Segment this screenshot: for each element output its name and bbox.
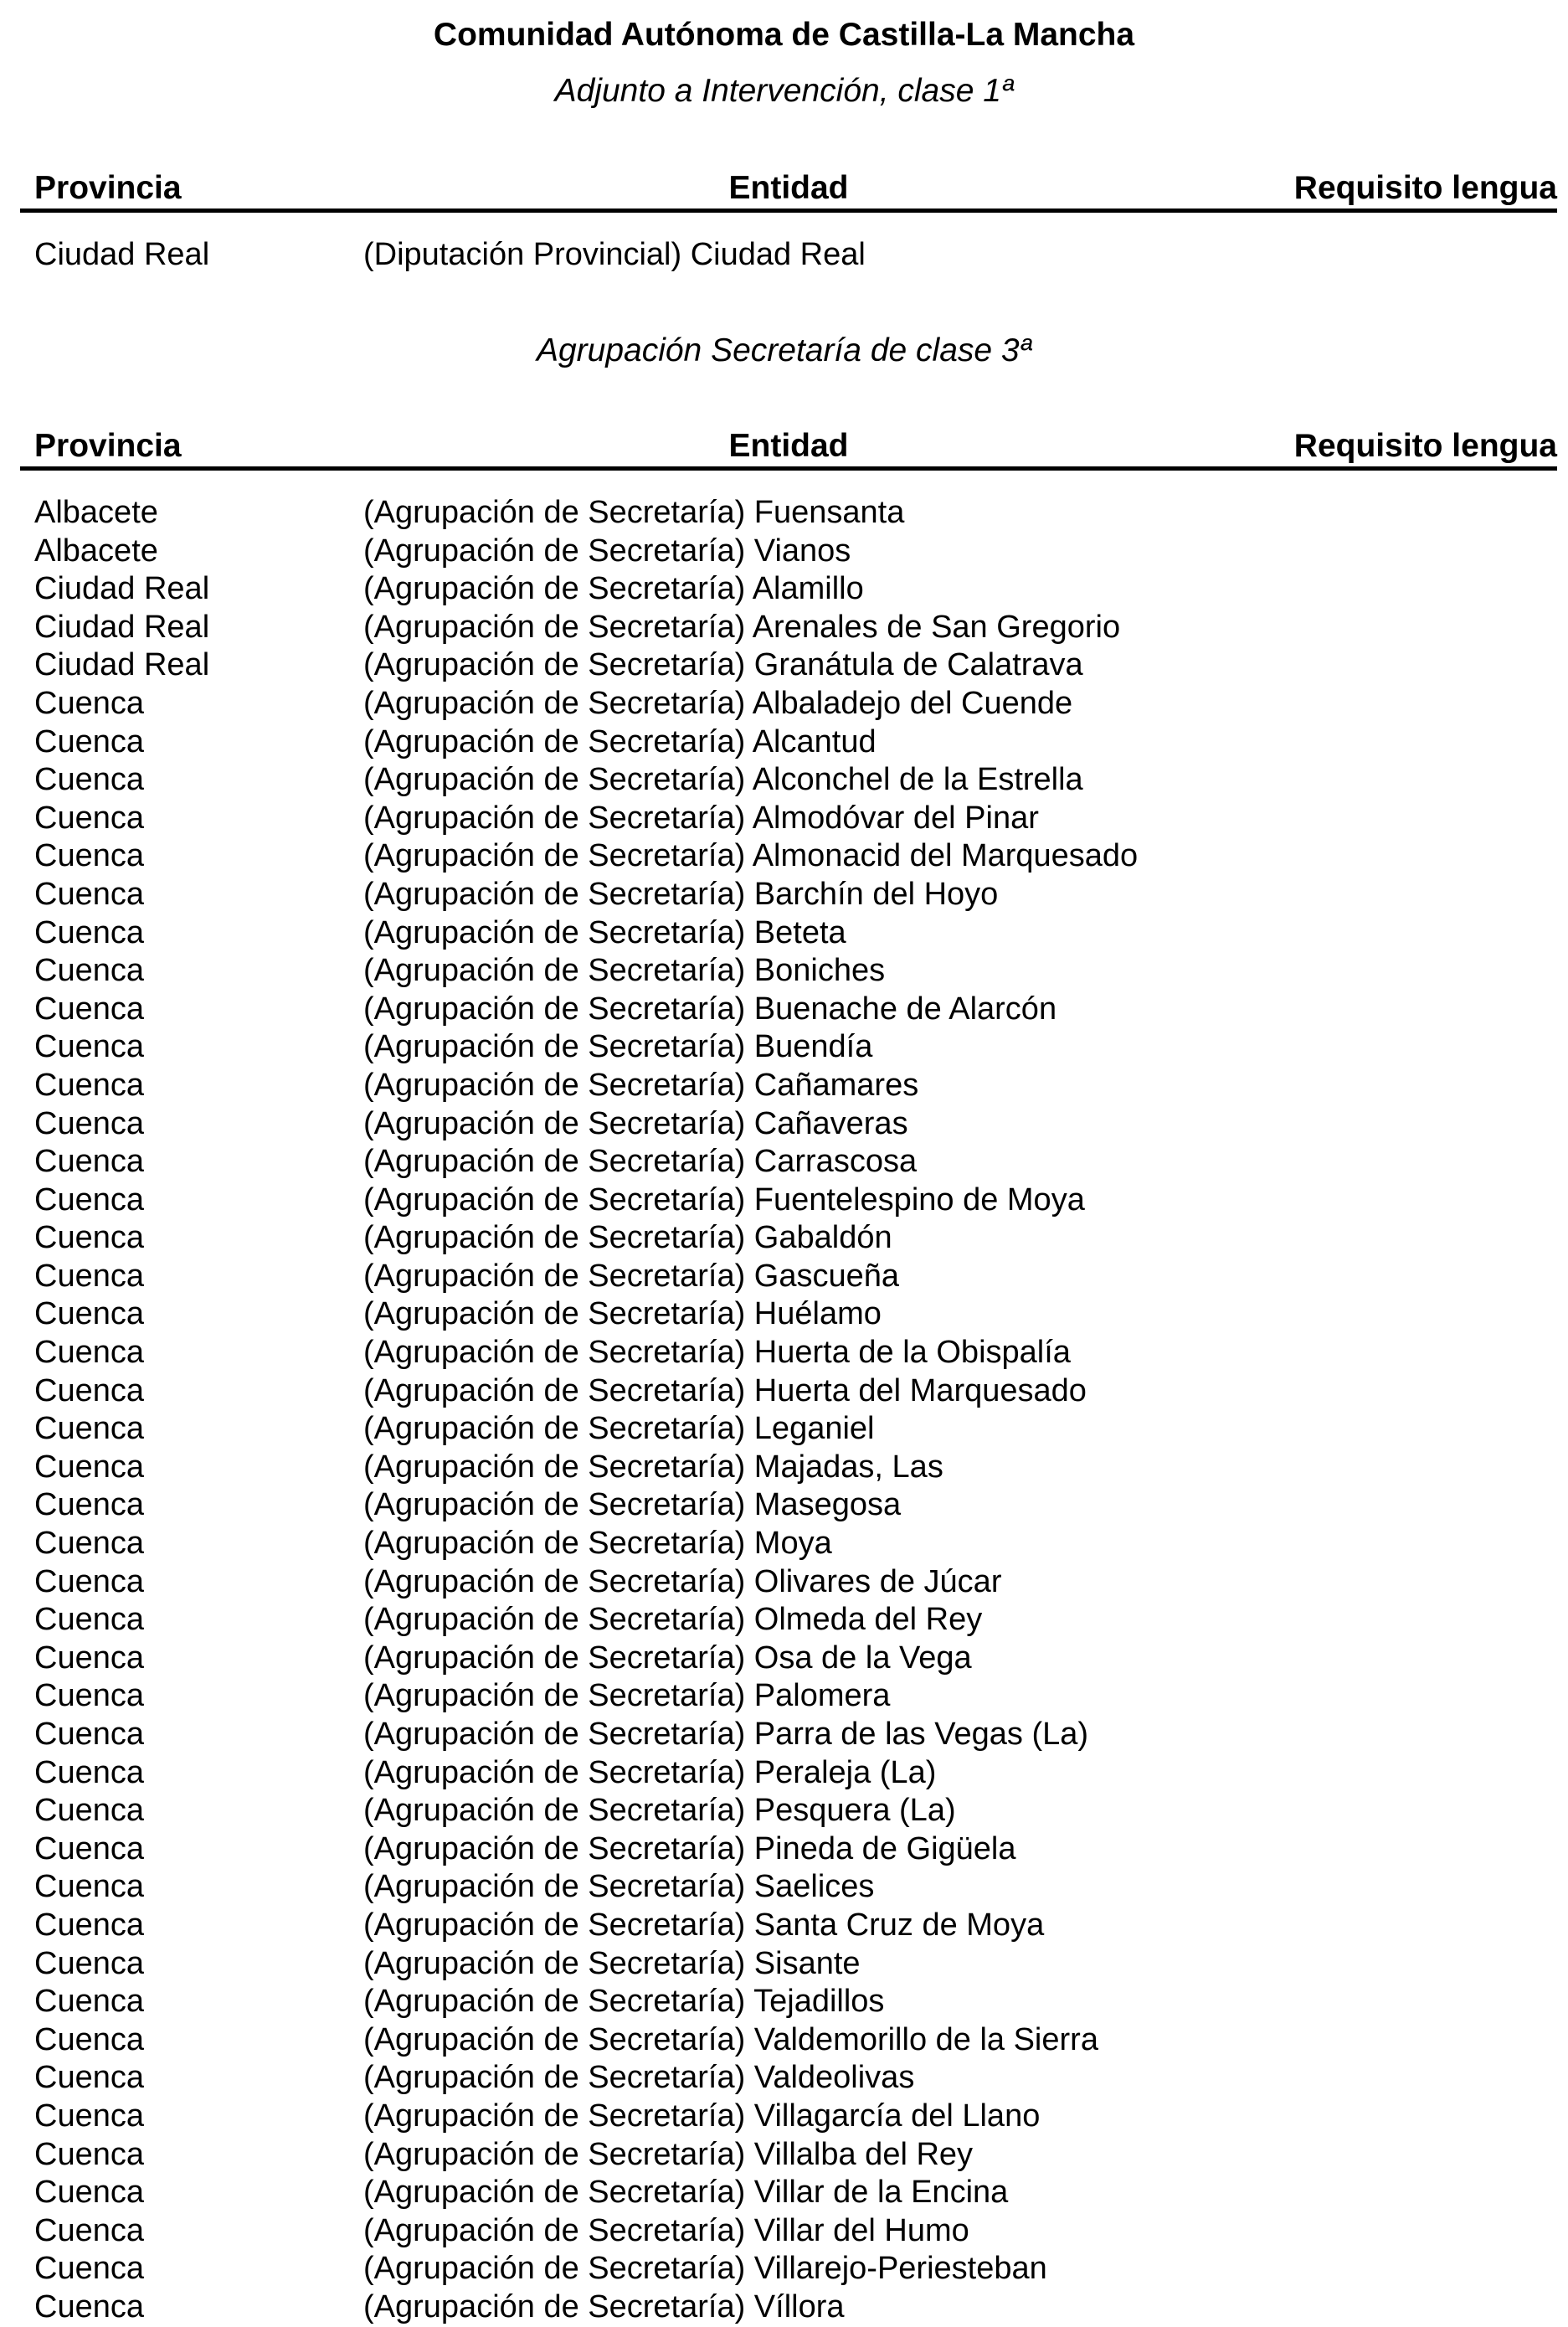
cell-provincia: Cuenca: [34, 953, 144, 989]
cell-provincia: Cuenca: [34, 2212, 144, 2248]
cell-entidad: (Agrupación de Secretaría) Huerta del Marquesado: [363, 1372, 1087, 1408]
cell-provincia: Cuenca: [34, 1411, 144, 1447]
cell-provincia: Cuenca: [34, 1487, 144, 1523]
cell-provincia: Cuenca: [34, 723, 144, 759]
cell-entidad: (Agrupación de Secretaría) Villar del Humo: [363, 2212, 969, 2248]
table-row: [34, 1830, 1541, 1869]
cell-provincia: Cuenca: [34, 1945, 144, 1981]
table-row: [34, 533, 1541, 571]
cell-entidad: (Agrupación de Secretaría) Fuentelespino de Moya: [363, 1182, 1085, 1218]
header-entidad: Entidad: [728, 170, 849, 206]
cell-entidad: (Agrupación de Secretaría) Cañamares: [363, 1067, 919, 1103]
cell-entidad: (Diputación Provincial) Ciudad Real: [363, 237, 866, 272]
cell-provincia: Ciudad Real: [34, 609, 210, 645]
table-row: [34, 1028, 1541, 1067]
table-row: [34, 1258, 1541, 1296]
cell-provincia: Cuenca: [34, 1144, 144, 1180]
table-row: [34, 1182, 1541, 1220]
cell-entidad: (Agrupación de Secretaría) Leganiel: [363, 1411, 875, 1447]
cell-provincia: Cuenca: [34, 1182, 144, 1218]
table-row: [34, 2174, 1541, 2212]
cell-entidad: (Agrupación de Secretaría) Boniches: [363, 953, 886, 989]
table-row: [34, 685, 1541, 723]
table-row: [34, 800, 1541, 838]
table-row: [34, 1601, 1541, 1640]
table-row: [34, 952, 1541, 991]
cell-provincia: Cuenca: [34, 914, 144, 950]
cell-entidad: (Agrupación de Secretaría) Huélamo: [363, 1296, 882, 1332]
cell-entidad: (Agrupación de Secretaría) Masegosa: [363, 1487, 902, 1523]
table-row: [34, 2250, 1541, 2288]
cell-entidad: (Agrupación de Secretaría) Fuensanta: [363, 495, 905, 530]
cell-entidad: (Agrupación de Secretaría) Olivares de Júcar: [363, 1563, 1002, 1599]
cell-entidad: (Agrupación de Secretaría) Beteta: [363, 914, 846, 950]
section-2-table-body: [34, 494, 1541, 2327]
cell-entidad: (Agrupación de Secretaría) Vianos: [363, 533, 851, 569]
table-row: [34, 2059, 1541, 2098]
table-row: [34, 761, 1541, 800]
table-row: [34, 2136, 1541, 2175]
cell-entidad: (Agrupación de Secretaría) Pineda de Gigüela: [363, 1830, 1016, 1866]
cell-entidad: (Agrupación de Secretaría) Saelices: [363, 1869, 875, 1905]
cell-provincia: Cuenca: [34, 1220, 144, 1256]
cell-entidad: (Agrupación de Secretaría) Valdeolivas: [363, 2060, 915, 2096]
cell-entidad: (Agrupación de Secretaría) Almodóvar del Pinar: [363, 800, 1039, 836]
cell-provincia: Cuenca: [34, 1984, 144, 2020]
cell-entidad: (Agrupación de Secretaría) Alcantud: [363, 723, 877, 759]
table-row: [34, 1945, 1541, 1984]
cell-entidad: (Agrupación de Secretaría) Sisante: [363, 1945, 861, 1981]
table-row: [34, 876, 1541, 914]
cell-provincia: Cuenca: [34, 1563, 144, 1599]
cell-provincia: Cuenca: [34, 2060, 144, 2096]
table-row: [34, 1983, 1541, 2021]
cell-entidad: (Agrupación de Secretaría) Albaladejo del Cuende: [363, 685, 1073, 721]
cell-provincia: Cuenca: [34, 876, 144, 912]
cell-provincia: Cuenca: [34, 991, 144, 1027]
cell-entidad: (Agrupación de Secretaría) Valdemorillo de la Sierra: [363, 2021, 1098, 2057]
cell-entidad: (Agrupación de Secretaría) Alamillo: [363, 571, 864, 607]
cell-provincia: Cuenca: [34, 2098, 144, 2134]
table-row: [34, 1067, 1541, 1105]
cell-entidad: (Agrupación de Secretaría) Buenache de Alarcón: [363, 991, 1057, 1027]
cell-provincia: Cuenca: [34, 1907, 144, 1943]
cell-provincia: Cuenca: [34, 800, 144, 836]
cell-provincia: Albacete: [34, 495, 158, 530]
header-requisito-lengua: Requisito lengua: [1293, 428, 1557, 464]
cell-entidad: (Agrupación de Secretaría) Santa Cruz de Moya: [363, 1907, 1045, 1943]
cell-provincia: Ciudad Real: [34, 237, 210, 272]
cell-provincia: Ciudad Real: [34, 571, 210, 607]
table-row: [34, 2098, 1541, 2136]
table-row: [34, 1372, 1541, 1411]
cell-entidad: (Agrupación de Secretaría) Villar de la Encina: [363, 2175, 1009, 2211]
table-row: [34, 1410, 1541, 1449]
table-row: [34, 1716, 1541, 1754]
table-row: [34, 1525, 1541, 1563]
cell-entidad: (Agrupación de Secretaría) Huerta de la Obispalía: [363, 1335, 1071, 1371]
cell-provincia: Cuenca: [34, 2136, 144, 2172]
cell-entidad: (Agrupación de Secretaría) Palomera: [363, 1678, 891, 1714]
cell-provincia: Cuenca: [34, 2288, 144, 2324]
cell-entidad: (Agrupación de Secretaría) Cañaveras: [363, 1105, 908, 1141]
cell-entidad: (Agrupación de Secretaría) Gabaldón: [363, 1220, 892, 1256]
table-row: [34, 236, 1541, 275]
cell-entidad: (Agrupación de Secretaría) Gascueña: [363, 1258, 900, 1294]
table-row: [34, 646, 1541, 685]
cell-entidad: (Agrupación de Secretaría) Alconchel de la Estrella: [363, 762, 1083, 798]
cell-provincia: Cuenca: [34, 1335, 144, 1371]
table-row: [34, 1143, 1541, 1182]
table-row: [34, 837, 1541, 876]
cell-entidad: (Agrupación de Secretaría) Villalba del Rey: [363, 2136, 974, 2172]
cell-entidad: (Agrupación de Secretaría) Arenales de San Gregorio: [363, 609, 1121, 645]
table-row: [34, 2288, 1541, 2327]
cell-provincia: Cuenca: [34, 1678, 144, 1714]
cell-entidad: (Agrupación de Secretaría) Almonacid del Marquesado: [363, 838, 1139, 874]
cell-entidad: (Agrupación de Secretaría) Peraleja (La): [363, 1754, 937, 1790]
cell-entidad: (Agrupación de Secretaría) Moya: [363, 1526, 832, 1562]
cell-provincia: Cuenca: [34, 1029, 144, 1065]
cell-entidad: (Agrupación de Secretaría) Pesquera (La): [363, 1793, 956, 1829]
table-row: [34, 1334, 1541, 1372]
table-row: [34, 914, 1541, 953]
cell-provincia: Cuenca: [34, 1754, 144, 1790]
document-title: Comunidad Autónoma de Castilla-La Mancha: [433, 17, 1135, 53]
cell-provincia: Cuenca: [34, 2021, 144, 2057]
table-row: [34, 570, 1541, 609]
table-row: [34, 1563, 1541, 1602]
cell-entidad: (Agrupación de Secretaría) Tejadillos: [363, 1984, 885, 2020]
section-2-title: Agrupación Secretaría de clase 3ª: [536, 332, 1032, 368]
header-provincia: Provincia: [34, 428, 182, 464]
cell-entidad: (Agrupación de Secretaría) Villarejo-Periesteban: [363, 2251, 1047, 2287]
cell-provincia: Cuenca: [34, 2251, 144, 2287]
section-1-table-body: [34, 236, 1541, 275]
cell-provincia: Cuenca: [34, 1793, 144, 1829]
cell-provincia: Cuenca: [34, 1105, 144, 1141]
table-row: [34, 1295, 1541, 1334]
cell-provincia: Cuenca: [34, 1640, 144, 1676]
table-row: [34, 723, 1541, 762]
cell-provincia: Cuenca: [34, 1526, 144, 1562]
cell-entidad: (Agrupación de Secretaría) Parra de las Vegas (La): [363, 1717, 1089, 1752]
cell-provincia: Ciudad Real: [34, 647, 210, 683]
table-row: [34, 1677, 1541, 1716]
cell-entidad: (Agrupación de Secretaría) Carrascosa: [363, 1144, 918, 1180]
cell-entidad: (Agrupación de Secretaría) Buendía: [363, 1029, 873, 1065]
cell-provincia: Cuenca: [34, 762, 144, 798]
header-entidad: Entidad: [728, 428, 849, 464]
cell-entidad: (Agrupación de Secretaría) Osa de la Vega: [363, 1640, 972, 1676]
table-row: [34, 2021, 1541, 2060]
section-1-table-header: [20, 168, 1557, 213]
cell-provincia: Cuenca: [34, 1067, 144, 1103]
cell-provincia: Cuenca: [34, 1296, 144, 1332]
cell-entidad: (Agrupación de Secretaría) Villagarcía del Llano: [363, 2098, 1041, 2134]
table-row: [34, 1907, 1541, 1945]
cell-entidad: (Agrupación de Secretaría) Barchín del Hoyo: [363, 876, 999, 912]
table-row: [34, 1868, 1541, 1907]
cell-provincia: Cuenca: [34, 2175, 144, 2211]
cell-entidad: (Agrupación de Secretaría) Granátula de Calatrava: [363, 647, 1083, 683]
header-provincia: Provincia: [34, 170, 182, 206]
table-row: [34, 1640, 1541, 1678]
cell-provincia: Cuenca: [34, 1869, 144, 1905]
cell-entidad: (Agrupación de Secretaría) Víllora: [363, 2288, 845, 2324]
table-row: [34, 1792, 1541, 1830]
cell-provincia: Albacete: [34, 533, 158, 569]
cell-provincia: Cuenca: [34, 1372, 144, 1408]
cell-provincia: Cuenca: [34, 838, 144, 874]
table-row: [34, 1219, 1541, 1258]
cell-provincia: Cuenca: [34, 1449, 144, 1485]
cell-provincia: Cuenca: [34, 1830, 144, 1866]
table-row: [34, 991, 1541, 1029]
section-2-table-header: [20, 426, 1557, 471]
cell-entidad: (Agrupación de Secretaría) Majadas, Las: [363, 1449, 943, 1485]
cell-provincia: Cuenca: [34, 1717, 144, 1752]
table-row: [34, 1486, 1541, 1525]
cell-provincia: Cuenca: [34, 1258, 144, 1294]
cell-provincia: Cuenca: [34, 1602, 144, 1638]
table-row: [34, 2212, 1541, 2251]
table-row: [34, 1105, 1541, 1144]
table-row: [34, 609, 1541, 647]
cell-provincia: Cuenca: [34, 685, 144, 721]
table-row: [34, 1754, 1541, 1793]
table-row: [34, 1449, 1541, 1487]
section-1-title: Adjunto a Intervención, clase 1ª: [554, 73, 1014, 109]
cell-entidad: (Agrupación de Secretaría) Olmeda del Rey: [363, 1602, 983, 1638]
header-requisito-lengua: Requisito lengua: [1293, 170, 1557, 206]
table-row: [34, 494, 1541, 533]
